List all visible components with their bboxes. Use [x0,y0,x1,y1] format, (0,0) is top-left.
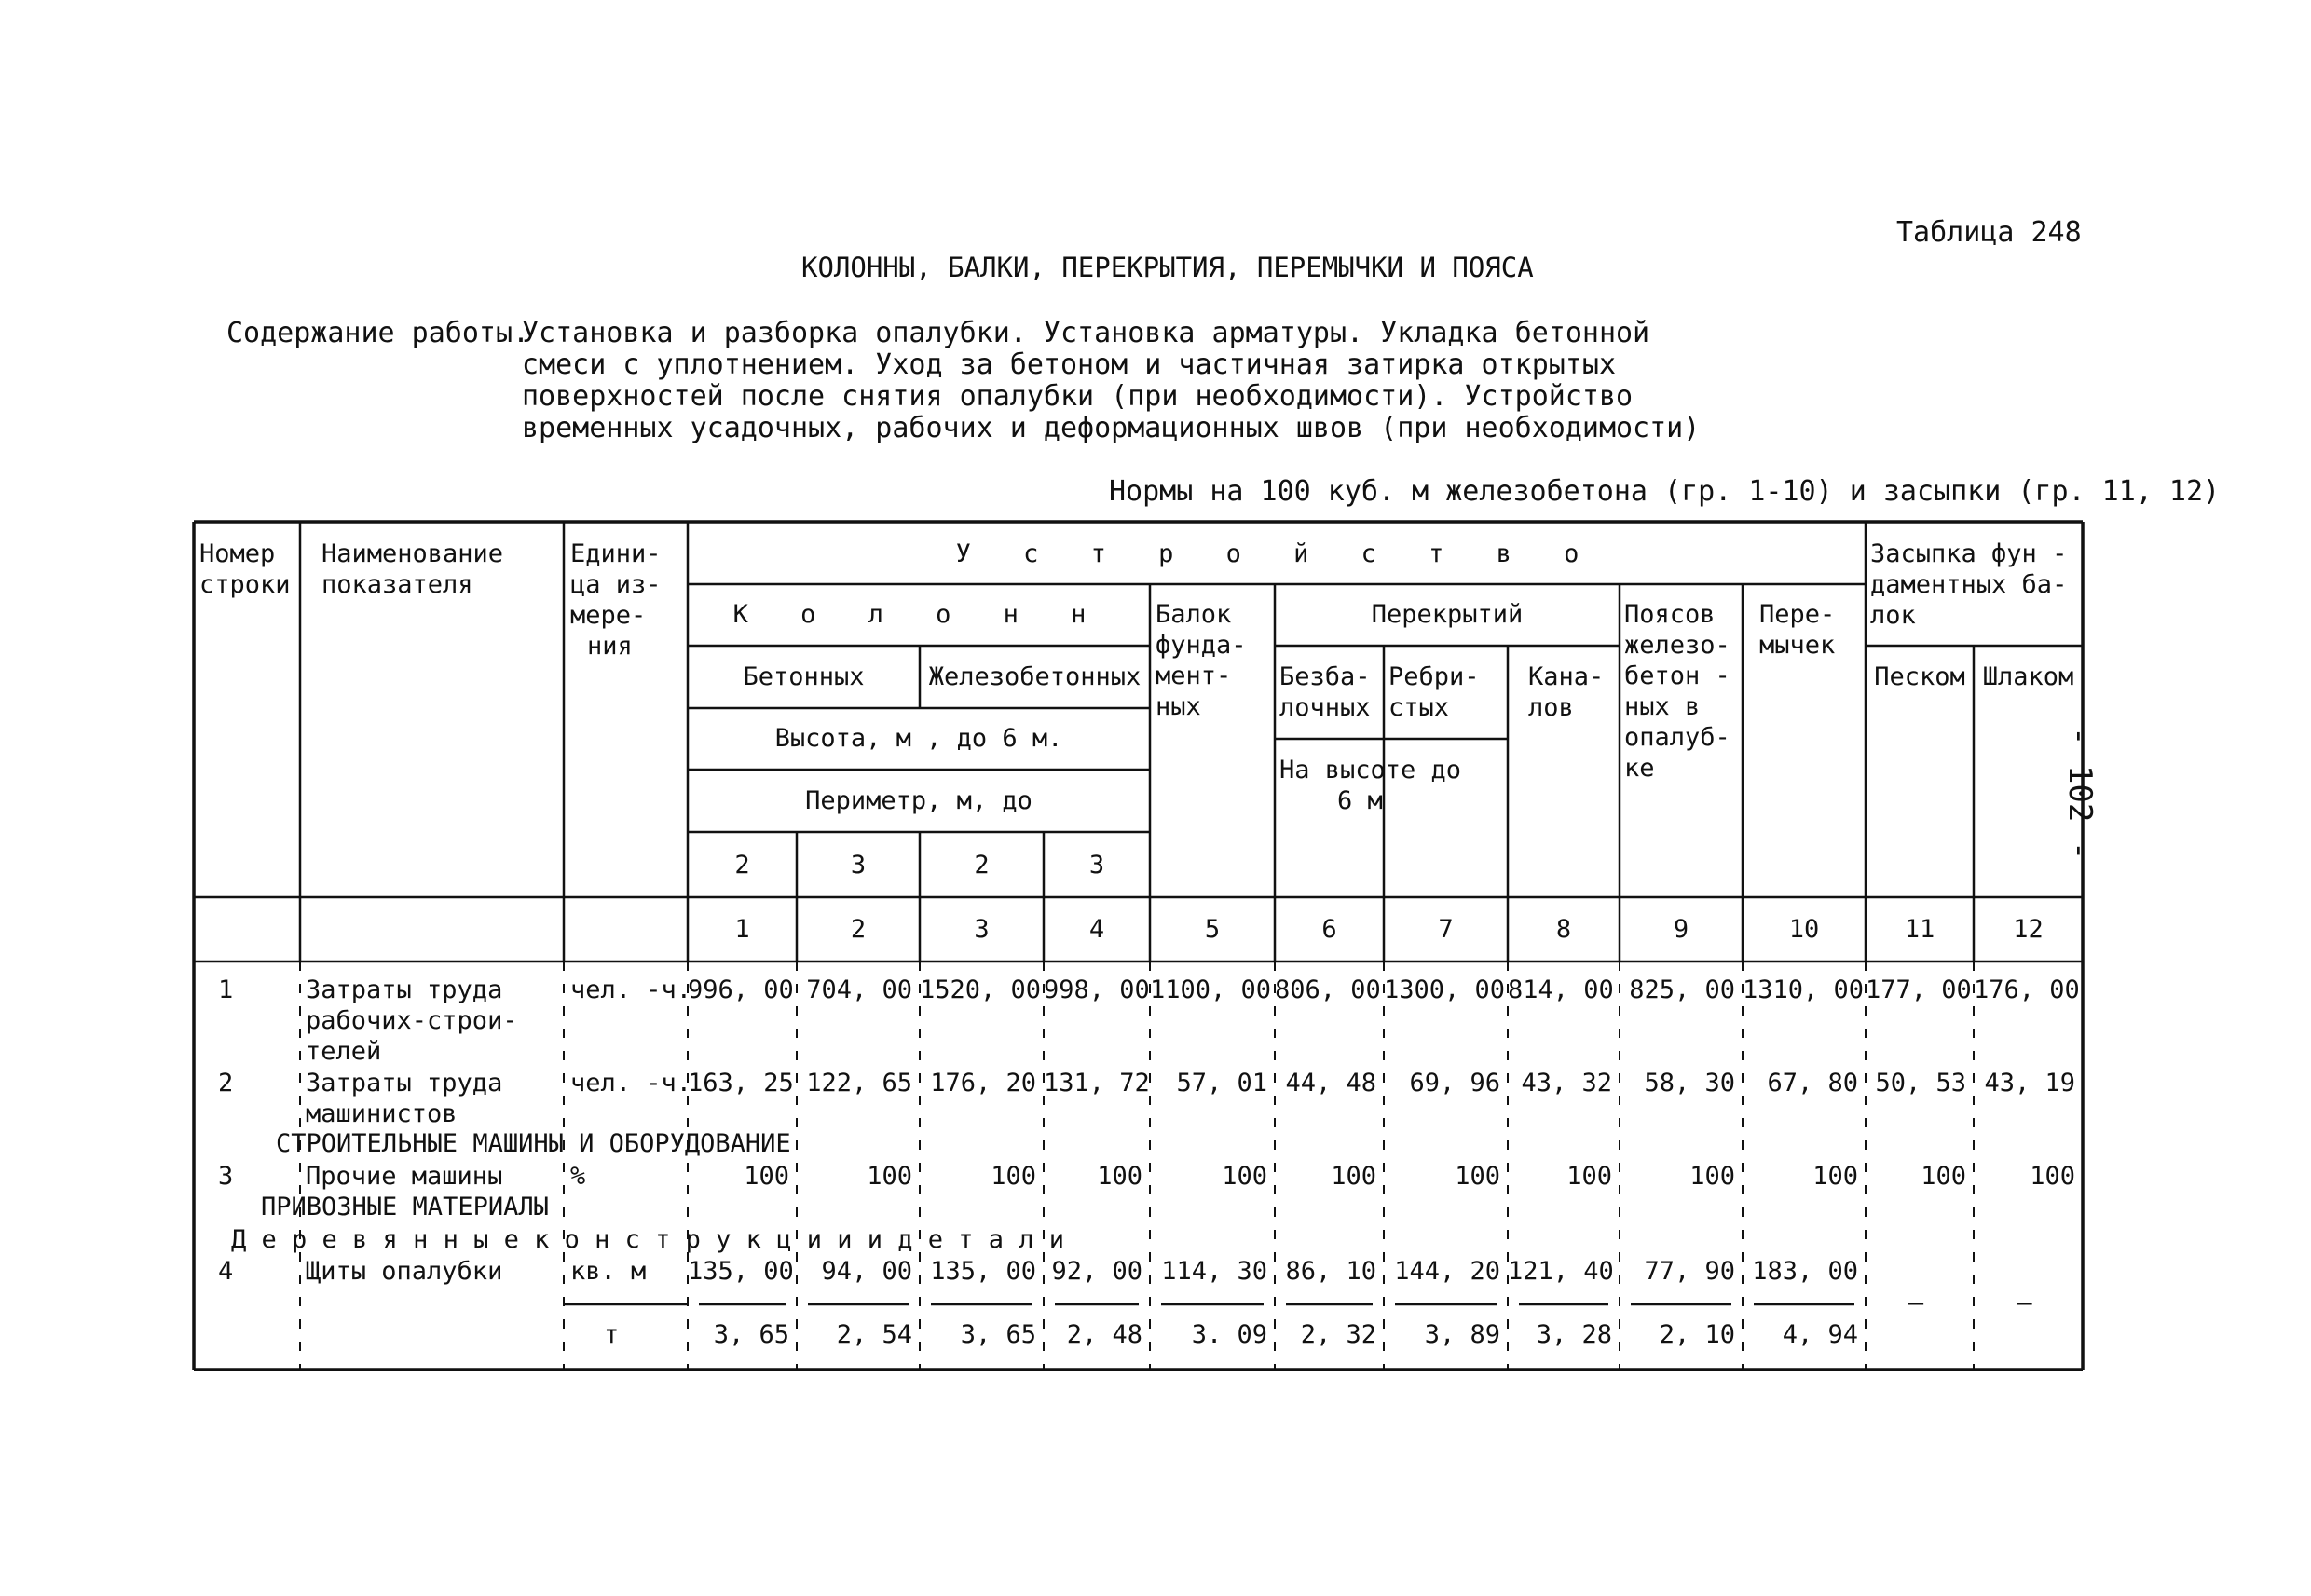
header-perimeter-value: 3 [850,851,867,880]
group-number: 1 [734,915,750,944]
header-text: ния [587,632,633,661]
row-value: 177, 00 [1866,975,1972,1004]
header-text: ных в [1624,692,1701,721]
header-text: На высоте до [1279,756,1462,784]
row-unit: кв. м [570,1257,647,1286]
header-ribbed [1388,662,1480,723]
row-value: 43, 32 [1521,1069,1612,1098]
row-value: 1100, 00 [1150,975,1272,1004]
header-text: лочных [1279,693,1371,722]
header-text: мере- [570,601,647,630]
header-text: Безба- [1279,662,1371,691]
row-value: 100 [991,1162,1036,1191]
row-value: 3, 28 [1536,1320,1612,1349]
row-value: 135, 00 [688,1257,794,1286]
row-value: 3. 09 [1191,1320,1267,1349]
group-number: 2 [850,915,867,944]
header-text: ца из- [570,570,662,599]
header-construction: У с т р о й с т в о [955,539,1598,568]
row-value: 825, 00 [1629,975,1735,1004]
header-sand: Песком [1874,662,1965,691]
header-perimeter-value: 2 [974,851,990,880]
header-text: стых [1388,693,1450,722]
row-indicator-name [306,975,518,1067]
row-value: 100 [1921,1162,1966,1191]
row-indicator-line: Щиты опалубки [306,1257,503,1286]
row-value: 44, 48 [1285,1069,1376,1098]
header-perimeter: Периметр, м, до [805,786,1032,815]
row-value: 69, 96 [1409,1069,1500,1098]
row-value: 100 [2030,1162,2075,1191]
row-number: 1 [218,975,234,1004]
row-value: 58, 30 [1644,1069,1735,1098]
header-text: мычек [1759,631,1836,660]
row-indicator-line: рабочих-строи- [306,1006,518,1035]
row-number: 2 [218,1069,234,1098]
header-text: Пере- [1759,600,1836,629]
header-slabs: Перекрытий [1371,600,1524,629]
header-text: 6 м [1337,786,1383,815]
header-text: Кана- [1528,662,1605,691]
header-text: железо- [1624,631,1730,660]
row-value: 176, 00 [1974,975,2080,1004]
row-indicator-line: машинистов [306,1099,458,1128]
work-content-line: поверхностей после снятия опалубки (при необходимости). Устройство [522,380,1634,413]
row-value: 100 [1331,1162,1376,1191]
header-concrete: Бетонных [743,662,865,691]
norms-note: Нормы на 100 куб. м железобетона (гр. 1-10) и засыпки (гр. 11, 12) [1109,475,2221,508]
header-text: фунда- [1156,631,1247,660]
header-perimeter-value: 2 [734,851,750,880]
group-number: 10 [1788,915,1820,944]
row-value: — [2017,1289,2032,1317]
header-row-number [199,539,291,600]
header-indicator [321,539,503,600]
header-channels [1528,662,1604,723]
row-value: 3, 65 [713,1320,789,1349]
row-value: 1300, 00 [1384,975,1506,1004]
header-text: строки [199,570,291,599]
header-text: Засыпка фун - [1870,539,2068,568]
header-text: Балок [1156,600,1232,629]
header-text: Наименование [321,539,504,568]
row-value: 122, 65 [806,1069,912,1098]
header-columns: К о л о н н [732,600,1105,629]
row-value: 100 [1222,1162,1267,1191]
row-unit: чел. -ч. [570,975,692,1004]
header-text: Едини- [570,539,662,568]
row-value: 4, 94 [1782,1320,1858,1349]
group-number: 6 [1321,915,1337,944]
group-number: 4 [1088,915,1105,944]
header-text: Ребри- [1388,662,1480,691]
header-belts [1624,599,1730,784]
section-heading: СТРОИТЕЛЬНЫЕ МАШИНЫ И ОБОРУДОВАНИЕ [276,1129,791,1158]
row-unit: % [570,1162,586,1191]
document-title: КОЛОННЫ, БАЛКИ, ПЕРЕКРЫТИЯ, ПЕРЕМЫЧКИ И ПОЯСА [801,252,1534,283]
header-text: Поясов [1624,600,1716,629]
group-number: 9 [1673,915,1689,944]
group-number: 7 [1438,915,1454,944]
row-indicator-name [306,1256,502,1287]
header-reinforced: Железобетонных [928,662,1142,691]
row-value: 100 [744,1162,789,1191]
header-text: опалуб- [1624,723,1730,752]
row-number: 4 [218,1257,234,1286]
row-value: 806, 00 [1275,975,1381,1004]
header-unit [570,539,662,662]
header-text: бетон - [1624,662,1730,690]
row-value: 2, 48 [1066,1320,1142,1349]
header-beams [1156,599,1247,722]
header-lintels [1759,599,1835,661]
group-number: 3 [974,915,990,944]
row-value: 1310, 00 [1743,975,1865,1004]
row-indicator-line: Затраты труда [306,975,503,1004]
row-value: 86, 10 [1285,1257,1376,1286]
row-value: 100 [1097,1162,1142,1191]
header-text: Номер [199,539,276,568]
row-value: 121, 40 [1508,1257,1614,1286]
row-value: 100 [1566,1162,1612,1191]
row-value: 144, 20 [1394,1257,1500,1286]
row-value: 77, 90 [1644,1257,1735,1286]
row-value: 67, 80 [1767,1069,1858,1098]
group-number: 12 [2013,915,2044,944]
section-heading: ПРИВОЗНЫЕ МАТЕРИАЛЫ [261,1193,549,1221]
group-number: 8 [1555,915,1572,944]
header-text: ке [1624,754,1655,783]
row-value: 163, 25 [688,1069,794,1098]
row-value: 57, 01 [1176,1069,1267,1098]
header-text: даментных ба- [1870,570,2068,599]
header-beamless [1279,662,1371,723]
header-backfill [1870,539,2067,631]
row-value: 183, 00 [1752,1257,1858,1286]
row-indicator-name [306,1161,502,1192]
work-content-line: Установка и разборка опалубки. Установка арматуры. Укладка бетонной [522,317,1650,349]
row-value: 100 [1455,1162,1500,1191]
row-value: — [1908,1289,1924,1317]
row-number: 3 [218,1162,234,1191]
table-label: Таблица 248 [1896,216,2082,249]
row-value: 2, 54 [836,1320,912,1349]
row-indicator-line: Затраты труда [306,1069,503,1098]
row-value: 2, 32 [1300,1320,1376,1349]
header-slab-height [1279,755,1461,816]
row-indicator-line: телей [306,1037,382,1066]
row-value: 998, 00 [1044,975,1150,1004]
header-text: ных [1156,692,1201,721]
work-content-line: временных усадочных, рабочих и деформационных швов (при необходимости) [522,412,1701,444]
header-text: мент- [1156,662,1232,690]
header-text: показателя [321,570,473,599]
section-heading: Д е р е в я н н ы е к о н с т р у к ц и и и д е т а л и [231,1225,1065,1254]
work-content-line: смеси с уплотнением. Уход за бетоном и частичная затирка открытых [522,348,1616,381]
page-number: - 102 - [2061,727,2099,861]
row-value: 131, 72 [1044,1069,1150,1098]
row-indicator-line: Прочие машины [306,1162,503,1191]
row-value: 135, 00 [930,1257,1036,1286]
row-value: 704, 00 [806,975,912,1004]
row-value: 100 [1689,1162,1735,1191]
row-unit: чел. -ч. [570,1069,692,1098]
row-value: 2, 10 [1659,1320,1735,1349]
row-value: 814, 00 [1508,975,1614,1004]
row-value: 92, 00 [1051,1257,1142,1286]
row-value: 100 [1812,1162,1858,1191]
row-indicator-name [306,1068,502,1129]
row-unit: т [604,1320,620,1349]
row-value: 50, 53 [1875,1069,1966,1098]
header-perimeter-value: 3 [1088,851,1105,880]
work-content-label: Содержание работы. [226,317,530,349]
group-number: 11 [1904,915,1935,944]
header-text: лок [1870,601,1916,630]
row-value: 3, 89 [1424,1320,1500,1349]
row-value: 1520, 00 [920,975,1042,1004]
header-slag: Шлаком [1982,662,2074,691]
row-value: 43, 19 [1984,1069,2075,1098]
row-value: 3, 65 [960,1320,1036,1349]
header-height: Высота, м , до 6 м. [774,724,1063,753]
row-value: 176, 20 [930,1069,1036,1098]
header-text: лов [1528,693,1574,722]
row-value: 94, 00 [821,1257,912,1286]
group-number: 5 [1204,915,1221,944]
row-value: 100 [867,1162,912,1191]
row-value: 114, 30 [1161,1257,1267,1286]
row-value: 996, 00 [688,975,794,1004]
